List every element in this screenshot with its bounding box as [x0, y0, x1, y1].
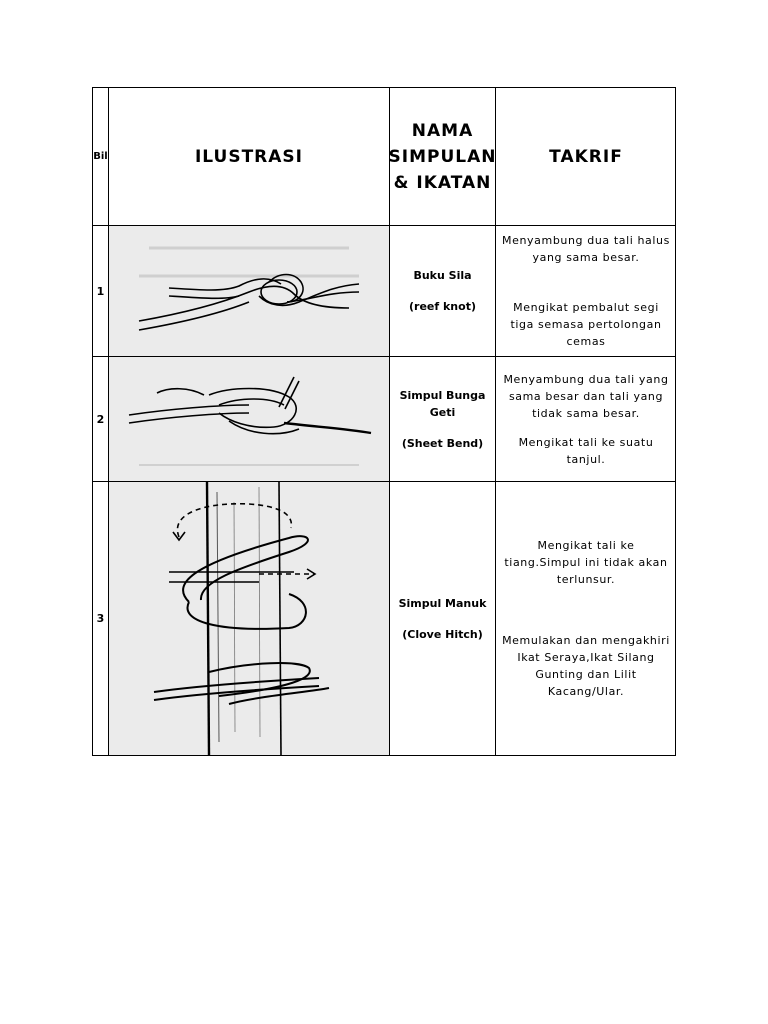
row-2-definition-2: Mengikat tali ke suatu tanjul.	[518, 435, 654, 466]
header-takrif: TAKRIF	[549, 146, 623, 167]
row-2-definition	[496, 357, 676, 481]
row-1-name-ms: Buku Sila	[413, 269, 472, 282]
row-1-definition-2: Mengikat pembalut segi tiga semasa pertolongan cemas	[510, 301, 662, 348]
row-1-name	[390, 226, 495, 356]
row-3-definition-1: Mengikat tali ke tiang.Simpul ini tidak akan terlunsur.	[504, 539, 668, 586]
reef-knot-illustration	[109, 226, 389, 356]
knot-table	[92, 87, 676, 756]
header-nama	[390, 88, 495, 225]
header-ilustrasi: ILUSTRASI	[194, 146, 303, 167]
row-3-bil: 3	[96, 612, 105, 625]
sheet-bend-illustration	[109, 357, 389, 481]
clove-hitch-illustration	[109, 482, 389, 755]
row-2-name	[390, 357, 495, 481]
row-2-name-en: (Sheet Bend)	[401, 436, 484, 450]
row-2-bil: 2	[96, 412, 105, 426]
row-2-definition-1: Menyambung dua tali yang sama besar dan tali yang tidak sama besar.	[503, 372, 669, 420]
row-3-name-ms: Simpul Manuk	[398, 596, 487, 610]
row-3-name	[390, 482, 495, 755]
header-bil: Bil	[93, 151, 108, 162]
row-1-definition-1: Menyambung dua tali halus yang sama besar.	[502, 234, 670, 264]
row-3-name-en: (Clove Hitch)	[402, 627, 483, 641]
row-3-definition-2: Memulakan dan mengakhiri Ikat Seraya,Ikat Silang Gunting dan Lilit Kacang/Ular.	[502, 634, 670, 698]
row-1-bil: 1	[96, 284, 105, 298]
header-nama-line-3: & IKATAN	[393, 172, 492, 193]
row-2-name-ms: Simpul Bunga Geti	[399, 388, 486, 419]
row-1-name-en: (reef knot)	[409, 300, 476, 313]
header-nama-line-1: NAMA	[411, 120, 474, 141]
row-1-definition	[496, 226, 676, 356]
header-nama-line-2: SIMPULAN	[388, 146, 497, 167]
row-3-definition	[496, 482, 676, 755]
